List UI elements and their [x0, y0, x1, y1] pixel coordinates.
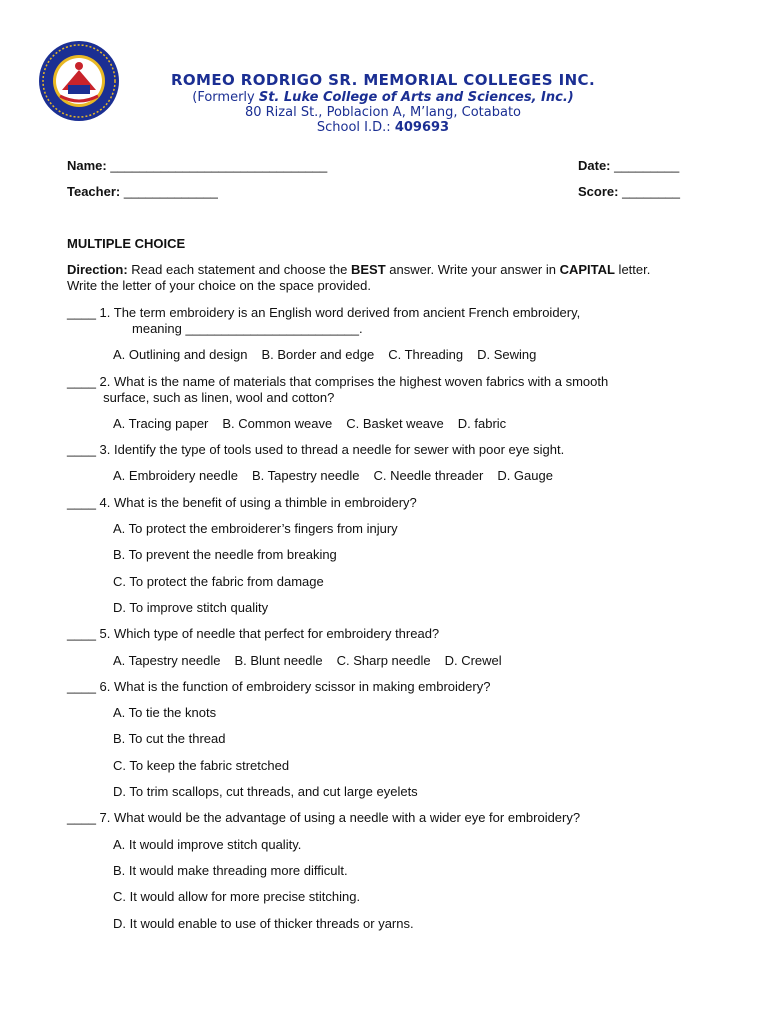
question-5: ____ 5. Which type of needle that perfect for embroidery thread?	[67, 626, 440, 641]
school-seal-logo	[38, 40, 120, 122]
question-2: ____ 2. What is the name of materials that comprises the highest woven fabrics with a smooth surface, such as linen, wool and cotton?	[67, 374, 609, 405]
school-info	[120, 71, 646, 135]
question-3-options	[113, 468, 567, 484]
school-formerly: (Formerly St. Luke College of Arts and Sciences, Inc.)	[192, 90, 574, 105]
option: A. Tapestry needle	[113, 653, 221, 668]
question-5-options	[113, 653, 516, 669]
option: C. Basket weave	[346, 416, 444, 431]
question-4-option-d: D. To improve stitch quality	[113, 600, 269, 615]
option: B. Border and edge	[261, 347, 375, 362]
question-7-option-c: C. It would allow for more precise stitching.	[113, 889, 361, 904]
question-7-option-b: B. It would make threading more difficult.	[113, 863, 348, 878]
question-4-option-b: B. To prevent the needle from breaking	[113, 547, 337, 562]
question-4-option-a: A. To protect the embroiderer’s fingers from injury	[113, 521, 398, 536]
question-7: ____ 7. What would be the advantage of using a needle with a wider eye for embroidery?	[67, 810, 581, 825]
option: D. Sewing	[477, 347, 537, 362]
question-2-options	[113, 416, 520, 432]
option: B. Blunt needle	[234, 653, 323, 668]
teacher-field[interactable]: Teacher: _____________	[67, 184, 218, 199]
option: D. Crewel	[444, 653, 502, 668]
option: A. Outlining and design	[113, 347, 248, 362]
option: A. Tracing paper	[113, 416, 209, 431]
date-field[interactable]: Date: _________	[578, 158, 680, 173]
question-6-option-d: D. To trim scallops, cut threads, and cut large eyelets	[113, 784, 418, 799]
question-4: ____ 4. What is the benefit of using a thimble in embroidery?	[67, 495, 417, 510]
question-1-options	[113, 347, 550, 363]
former-school-name: St. Luke College of Arts and Sciences, Inc.)	[258, 90, 574, 105]
question-6: ____ 6. What is the function of embroidery scissor in making embroidery?	[67, 679, 491, 694]
school-name: ROMEO RODRIGO SR. MEMORIAL COLLEGES INC.	[170, 71, 596, 89]
question-6-option-a: A. To tie the knots	[113, 705, 217, 720]
question-7-option-a: A. It would improve stitch quality.	[113, 837, 302, 852]
option: D. Gauge	[497, 468, 553, 483]
question-1: ____ 1. The term embroidery is an English word derived from ancient French embroidery, meaning ________________________.	[67, 305, 581, 336]
option: C. Threading	[388, 347, 464, 362]
option: B. Common weave	[222, 416, 333, 431]
option: C. Needle threader	[373, 468, 484, 483]
school-id-value: 409693	[394, 120, 450, 135]
question-7-option-d: D. It would enable to use of thicker threads or yarns.	[113, 916, 414, 931]
question-4-option-c: C. To protect the fabric from damage	[113, 574, 324, 589]
direction-text: Direction: Read each statement and choose the BEST answer. Write your answer in CAPITAL letter. Write the letter of your choice on the space provided.	[67, 262, 651, 293]
school-address: 80 Rizal St., Poblacion A, M’lang, Cotabato	[244, 105, 522, 120]
name-field[interactable]: Name: ______________________________	[67, 158, 328, 173]
option: A. Embroidery needle	[113, 468, 239, 483]
question-3: ____ 3. Identify the type of tools used to thread a needle for sewer with poor eye sight.	[67, 442, 565, 457]
section-title: MULTIPLE CHOICE	[67, 236, 186, 251]
score-field[interactable]: Score: ________	[578, 184, 680, 199]
document-header	[0, 0, 768, 140]
question-6-option-c: C. To keep the fabric stretched	[113, 758, 290, 773]
option: C. Sharp needle	[336, 653, 431, 668]
option: D. fabric	[457, 416, 507, 431]
option: B. Tapestry needle	[252, 468, 360, 483]
question-6-option-b: B. To cut the thread	[113, 731, 226, 746]
school-id: School I.D.: 409693	[316, 120, 450, 135]
